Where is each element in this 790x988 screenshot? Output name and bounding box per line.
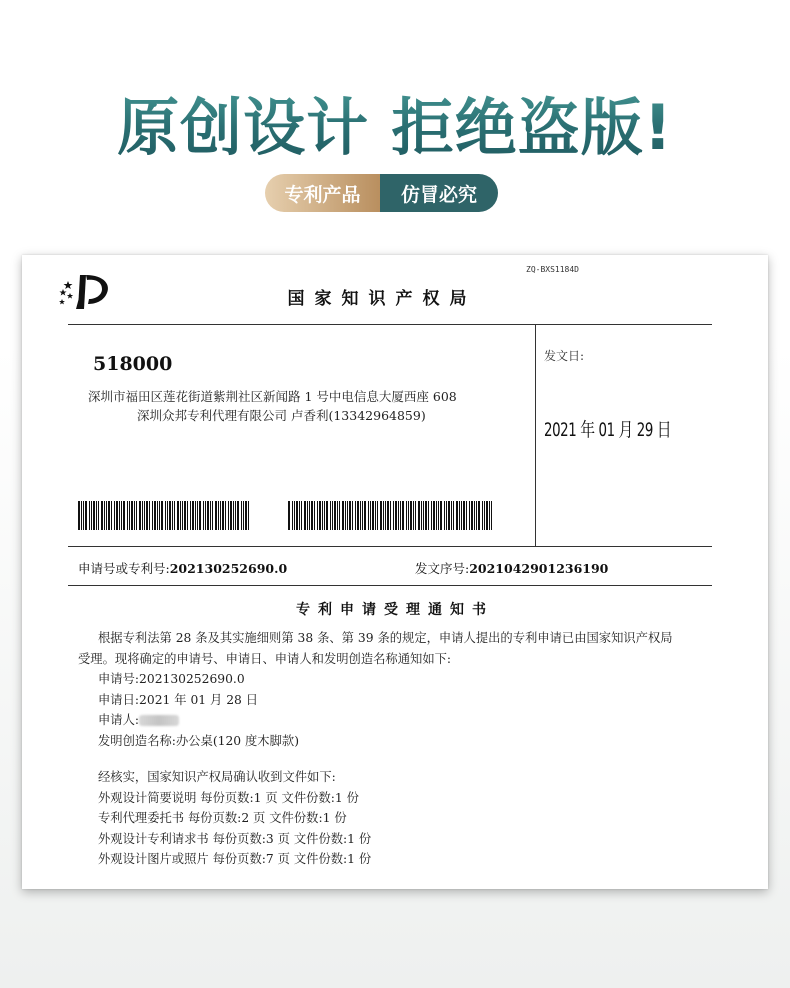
serial-number-row: [415, 559, 608, 577]
serial-number-label: 发文序号:: [415, 561, 470, 576]
patent-notice-document: [22, 255, 768, 889]
divider: [68, 585, 712, 586]
send-date-label: 发文日:: [544, 349, 585, 363]
pill-left-label: 专利产品: [265, 174, 380, 212]
notice-body: [78, 628, 738, 870]
send-date: 2021 年 01 月 29 日: [544, 419, 672, 441]
application-number: 202130252690.0: [169, 561, 288, 576]
postal-code: 518000: [93, 353, 173, 375]
receipt-intro: 经核实，国家知识产权局确认收到文件如下:: [98, 770, 336, 784]
divider: [535, 324, 536, 546]
field-application-number: 申请号:202130252690.0: [98, 672, 245, 686]
pill-right-label: 仿冒必究: [380, 174, 498, 212]
barcode-left: [78, 501, 250, 530]
divider: [68, 546, 712, 547]
intro-line: 根据专利法第 28 条及其实施细则第 38 条、第 39 条的规定，申请人提出的专利申请已由国家知识产权局: [98, 631, 673, 645]
notice-title: 专利申请受理通知书: [296, 602, 494, 618]
receipt-item: 外观设计专利请求书 每份页数:3 页 文件份数:1 份: [98, 831, 372, 846]
field-application-date: 申请日:2021 年 01 月 28 日: [98, 692, 259, 707]
receipt-item: 专利代理委托书 每份页数:2 页 文件份数:1 份: [98, 811, 347, 825]
application-number-row: [78, 559, 287, 577]
form-code: ZQ-BXS1184D: [526, 265, 579, 274]
redacted-applicant: [139, 715, 179, 726]
issuer-name: 国家知识产权局: [287, 289, 477, 309]
headline: 原创设计 拒绝盗版!: [0, 78, 790, 167]
divider: [68, 324, 712, 325]
tagline-pill: [265, 174, 498, 212]
application-number-label: 申请号或专利号:: [78, 561, 170, 576]
field-applicant: 申请人:: [78, 710, 738, 731]
intro-line: 受理。现将确定的申请号、申请日、申请人和发明创造名称通知如下:: [78, 651, 452, 666]
receipt-item: 外观设计简要说明 每份页数:1 页 文件份数:1 份: [98, 790, 359, 805]
recipient-agent: 深圳众邦专利代理有限公司 卢香利(13342964859): [137, 408, 426, 423]
barcode-right: [288, 501, 494, 530]
cnipa-emblem-icon: [56, 271, 116, 313]
field-design-name: 发明创造名称:办公桌(120 度木脚款): [98, 733, 299, 748]
serial-number: 2021042901236190: [469, 561, 609, 576]
receipt-item: 外观设计图片或照片 每份页数:7 页 文件份数:1 份: [98, 852, 372, 866]
recipient-address: 深圳市福田区莲花街道紫荆社区新闻路 1 号中电信息大厦西座 608: [88, 389, 457, 404]
